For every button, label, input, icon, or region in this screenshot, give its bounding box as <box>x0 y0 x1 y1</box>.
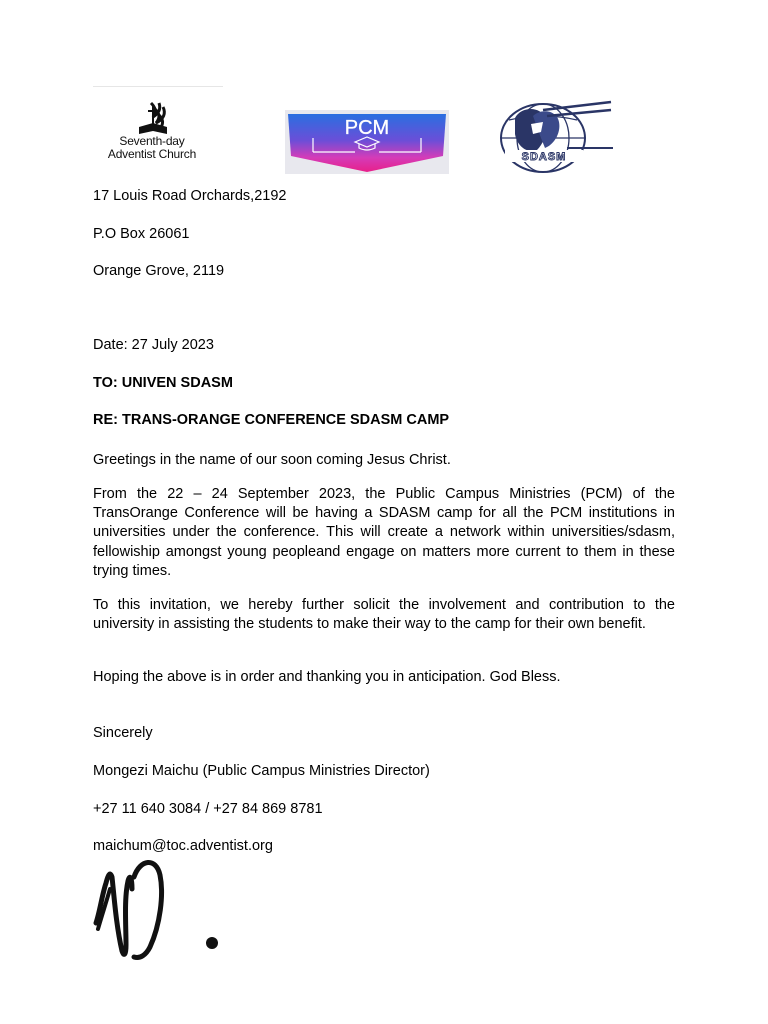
greeting: Greetings in the name of our soon coming Jesus Christ. <box>93 452 451 468</box>
address-line-1: 17 Louis Road Orchards,2192 <box>93 188 287 204</box>
pcm-logo-text: PCM <box>344 117 390 139</box>
phone-numbers: +27 11 640 3084 / +27 84 869 8781 <box>93 801 323 817</box>
sda-logo-line1: Seventh-day <box>119 134 185 148</box>
sda-flame-icon <box>93 87 223 137</box>
address-line-2: P.O Box 26061 <box>93 226 190 242</box>
body-paragraph-1: From the 22 – 24 September 2023, the Public Campus Ministries (PCM) of the TransOrange Conference will be having a SDASM camp for all the PCM institutions in universities under the conference. This will create a network within universities/sdasm, fellowiship amongst young peopleand engage on matters more current to them in these trying times. <box>93 486 675 579</box>
body-paragraph-3: Hoping the above is in order and thanking you in anticipation. God Bless. <box>93 669 561 685</box>
address-line-3: Orange Grove, 2119 <box>93 263 225 279</box>
handwritten-signature <box>90 855 230 965</box>
sda-logo-line2: Adventist Church <box>107 147 197 161</box>
closing: Sincerely <box>93 725 153 741</box>
sdasm-logo <box>497 98 615 174</box>
letter-recipient: TO: UNIVEN SDASM <box>93 375 233 391</box>
sda-logo <box>93 86 223 167</box>
letter-date: Date: 27 July 2023 <box>93 337 214 353</box>
signatory-name: Mongezi Maichu (Public Campus Ministries Director) <box>93 763 430 779</box>
sdasm-logo-text: SDASM <box>521 151 567 163</box>
pcm-logo <box>285 110 449 174</box>
letter-subject: RE: TRANS-ORANGE CONFERENCE SDASM CAMP <box>93 412 450 428</box>
body-paragraph-2: To this invitation, we hereby further solicit the involvement and contribution to the university in assisting the students to make their way to the camp for their own benefit. <box>93 597 675 633</box>
email-address: maichum@toc.adventist.org <box>93 838 273 854</box>
